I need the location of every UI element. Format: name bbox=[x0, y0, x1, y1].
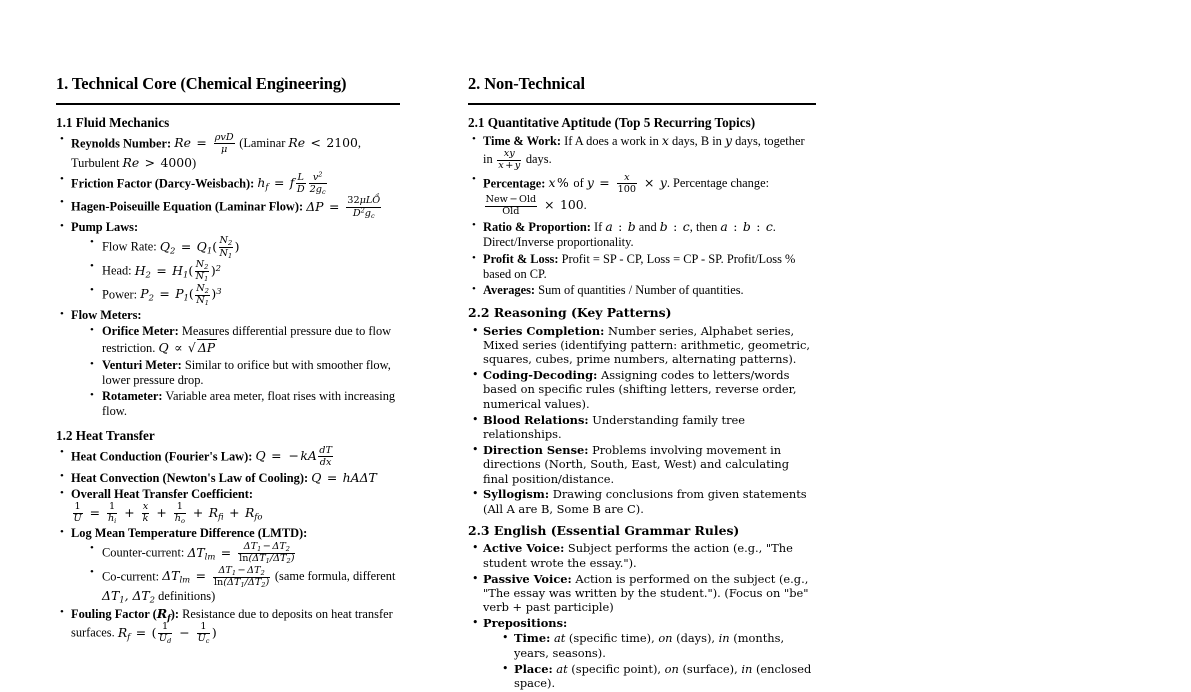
sub-label: Venturi Meter: bbox=[102, 357, 182, 372]
term-label: Direction Sense: bbox=[483, 442, 589, 457]
bullet-icon: • bbox=[472, 283, 476, 296]
section-rule bbox=[56, 103, 400, 105]
bullet-icon: • bbox=[60, 487, 64, 500]
list-item-direction-sense bbox=[468, 443, 816, 486]
bullet-icon: • bbox=[60, 469, 64, 482]
term-label: Percentage: bbox=[483, 176, 546, 191]
bullet-icon: • bbox=[60, 220, 64, 233]
two-column-layout bbox=[56, 74, 1136, 692]
term-label: Series Completion: bbox=[483, 323, 605, 338]
subsection-heading-reasoning: 2.2 Reasoning (Key Patterns) bbox=[468, 305, 672, 321]
math-friction-factor: $h_f = f$ $\frac{L}{D}$ $\frac{v^2}{2g_c}$ bbox=[257, 170, 326, 196]
list-item-blood-relations bbox=[468, 413, 816, 442]
list-item-active-voice bbox=[468, 541, 816, 570]
subsection-heading-quant-aptitude: 2.1 Quantitative Aptitude (Top 5 Recurring Topics) bbox=[468, 114, 756, 130]
list-item-co-current bbox=[90, 566, 400, 604]
list-item-fouling-factor bbox=[56, 606, 400, 644]
bullet-icon: • bbox=[90, 389, 94, 402]
passive-voice-description: Action is performed on the subject (e.g., "The essay was written by the student."). (Focus on "be" verb + past participle) bbox=[483, 571, 809, 615]
term-label: Friction Factor (Darcy-Weisbach): bbox=[71, 176, 255, 191]
term-label: Ratio & Proportion: bbox=[483, 219, 591, 234]
bullet-icon: • bbox=[472, 541, 479, 555]
averages-description: Sum of quantities / Number of quantities. bbox=[538, 283, 744, 298]
bullet-icon: • bbox=[472, 487, 479, 501]
orifice-description: Measures differential pressure due to flow restriction. bbox=[102, 323, 392, 355]
list-item-venturi-meter bbox=[90, 358, 400, 388]
syllogism-description: Drawing conclusions from given statements (All A are B, Some B are C). bbox=[483, 487, 807, 516]
math-fourier-law: Q = − kA $\frac{dT}{dx}$ bbox=[255, 444, 332, 468]
term-label: Hagen-Poiseuille Equation (Laminar Flow): bbox=[71, 199, 304, 214]
list-item-preposition-time bbox=[502, 631, 816, 660]
profit-loss-description: Profit = SP - CP, Loss = CP - SP. Profit/Loss % based on CP. bbox=[483, 251, 796, 281]
subsection-heading-fluid-mechanics: 1.1 Fluid Mechanics bbox=[56, 114, 170, 130]
bullet-icon: • bbox=[60, 196, 64, 209]
list-item-reynolds-number bbox=[56, 133, 400, 171]
term-label: Prepositions: bbox=[483, 616, 568, 631]
series-description: Number series, Alphabet series, Mixed series (identifying pattern: arithmetic, geometric, squares, cubes, prime numbers, alternating patterns). bbox=[483, 323, 810, 367]
bullet-icon: • bbox=[60, 307, 64, 320]
reasoning-and-english-block bbox=[468, 305, 816, 690]
bullet-icon: • bbox=[472, 132, 476, 145]
quant-aptitude-list bbox=[468, 133, 816, 299]
heat-transfer-list bbox=[56, 446, 400, 645]
lmtd-sublist bbox=[71, 542, 400, 604]
ratio-description: If a : b and b : c, then a : b : c. Direct/Inverse proportionality. bbox=[483, 218, 776, 249]
math-newton-cooling: Q = hAΔT bbox=[311, 469, 377, 485]
term-label: Overall Heat Transfer Coefficient: bbox=[71, 487, 254, 502]
list-item-prepositions bbox=[468, 616, 816, 690]
bullet-icon: • bbox=[502, 661, 509, 675]
sub-label: Co-current: bbox=[102, 569, 160, 584]
section-rule bbox=[468, 103, 816, 105]
term-label: Profit & Loss: bbox=[483, 251, 559, 266]
list-item-time-and-work bbox=[468, 133, 816, 171]
list-item-counter-current bbox=[90, 542, 400, 564]
sub-label: Power: bbox=[102, 287, 138, 302]
bullet-icon: • bbox=[472, 616, 479, 630]
subsection-heading-heat-transfer: 1.2 Heat Transfer bbox=[56, 427, 155, 443]
list-item-head bbox=[90, 260, 400, 282]
list-item-flow-meters bbox=[56, 308, 400, 420]
subsection-heading-english: 2.3 English (Essential Grammar Rules) bbox=[468, 523, 740, 539]
math-overall-htc: $\frac{1}{U}$ = $\frac{1}{h_i}$ + $\frac{x}{k}$ + $\frac{1}{h_o}$ + $R_{fi} + R_{fo}$ bbox=[73, 501, 263, 526]
preposition-time-description: at (specific time), on (days), in (months, years, seasons). bbox=[514, 631, 785, 660]
bullet-icon: • bbox=[472, 251, 476, 264]
math-hagen-poiseuille: ΔP = $\frac{\text{32μLṌ}}{D^2g_c}$ bbox=[306, 195, 381, 220]
left-column bbox=[56, 74, 400, 692]
list-item-overall-htc bbox=[56, 487, 400, 524]
lmtd-note: (same formula, different $\Delta T_1$, $\Delta T_2$ definitions) bbox=[102, 569, 396, 605]
term-label: Heat Convection (Newton's Law of Cooling): bbox=[71, 470, 309, 485]
list-item-profit-loss bbox=[468, 252, 816, 282]
math-pump-flow-rate: $Q_2 = Q_1$( $\frac{N_2}{N_1}$ ) bbox=[159, 235, 240, 260]
reynolds-note: (Laminar Re < 2100, Turbulent Re > 4000) bbox=[71, 135, 362, 171]
term-label: Time & Work: bbox=[483, 133, 562, 148]
bullet-icon: • bbox=[472, 172, 476, 185]
bullet-icon: • bbox=[472, 412, 479, 426]
list-item-preposition-place bbox=[502, 662, 816, 691]
list-item-pump-laws bbox=[56, 220, 400, 306]
fluid-mechanics-list bbox=[56, 133, 400, 420]
bullet-icon: • bbox=[90, 323, 94, 336]
term-label: Reynolds Number: bbox=[71, 136, 172, 151]
flow-meters-sublist bbox=[71, 324, 400, 420]
term-label: Pump Laws: bbox=[71, 220, 139, 235]
list-item-series-completion bbox=[468, 324, 816, 367]
term-label: Log Mean Temperature Difference (LMTD): bbox=[71, 526, 308, 541]
time-work-description: If A does a work in x days, B in y days, together in $\frac{xy}{x + y}$ days. bbox=[483, 132, 805, 172]
venturi-description: Similar to orifice but with smoother flow, lower pressure drop. bbox=[102, 357, 391, 387]
bullet-icon: • bbox=[90, 236, 94, 249]
bullet-icon: • bbox=[60, 172, 64, 185]
bullet-icon: • bbox=[472, 442, 479, 456]
bullet-icon: • bbox=[90, 283, 94, 296]
list-item-averages bbox=[468, 283, 816, 298]
list-item-rotameter bbox=[90, 389, 400, 419]
bullet-icon: • bbox=[60, 445, 64, 458]
list-item-hagen-poiseuille bbox=[56, 196, 400, 218]
list-item-syllogism bbox=[468, 487, 816, 516]
term-label: Passive Voice: bbox=[483, 571, 572, 586]
bullet-icon: • bbox=[60, 132, 64, 145]
list-item-friction-factor bbox=[56, 170, 400, 196]
list-item-orifice-meter bbox=[90, 324, 400, 356]
list-item-ratio-proportion bbox=[468, 219, 816, 250]
term-label: Syllogism: bbox=[483, 487, 550, 502]
blood-relations-description: Understanding family tree relationships. bbox=[483, 412, 746, 442]
math-orifice: Q ∝ √ ΔP bbox=[158, 339, 216, 355]
list-item-power bbox=[90, 284, 400, 306]
sub-label: Orifice Meter: bbox=[102, 323, 179, 338]
math-lmtd-counter: $\Delta T_{lm}$ = $\frac{\Delta T_1 - \Delta T_2}{\ln(\Delta T_1/\Delta T_2)}$ bbox=[187, 541, 295, 566]
term-label: Flow Meters: bbox=[71, 307, 142, 322]
sub-label: Head: bbox=[102, 263, 132, 278]
list-item-heat-conduction bbox=[56, 446, 400, 468]
right-column bbox=[468, 74, 816, 692]
preposition-place-description: at (specific point), on (surface), in (enclosed space). bbox=[514, 661, 812, 691]
term-label: Active Voice: bbox=[483, 541, 565, 556]
active-voice-description: Subject performs the action (e.g., "The student wrote the essay."). bbox=[483, 541, 793, 570]
list-item-passive-voice bbox=[468, 572, 816, 615]
direction-description: Problems involving movement in directions (North, South, East, West) and calculating final position/distance. bbox=[483, 442, 790, 486]
sub-label: Rotameter: bbox=[102, 389, 163, 404]
sub-label: Flow Rate: bbox=[102, 239, 157, 254]
percentage-description: x % of y = $\frac{x}{100}$ × y. Percentage change: $\frac{\text{New − Old}}{\text{Old}}$ × 100. bbox=[485, 171, 770, 218]
math-reynolds-number: Re = $\frac{\text{ρvD}}{\mu}$ bbox=[174, 131, 234, 155]
list-item-flow-rate bbox=[90, 236, 400, 258]
bullet-icon: • bbox=[472, 368, 479, 382]
bullet-icon: • bbox=[472, 218, 476, 231]
term-label: Blood Relations: bbox=[483, 412, 589, 427]
bullet-icon: • bbox=[90, 357, 94, 370]
math-fouling-factor: $R_f$ = ( $\frac{1}{U_d}$ − $\frac{1}{U_c}$ ) bbox=[117, 621, 217, 645]
bullet-icon: • bbox=[472, 571, 479, 585]
term-label: Fouling Factor $(R_f)$: bbox=[71, 605, 180, 623]
bullet-icon: • bbox=[90, 542, 94, 555]
sub-label: Place: bbox=[514, 661, 553, 676]
list-item-coding-decoding bbox=[468, 368, 816, 411]
bullet-icon: • bbox=[472, 323, 479, 337]
term-label: Coding-Decoding: bbox=[483, 368, 598, 383]
pump-laws-sublist bbox=[71, 236, 400, 306]
fouling-description: Resistance due to deposits on heat transfer surfaces. bbox=[71, 606, 393, 640]
sub-label: Time: bbox=[514, 631, 551, 646]
bullet-icon: • bbox=[60, 526, 64, 539]
bullet-icon: • bbox=[90, 260, 94, 273]
list-item-heat-convection bbox=[56, 470, 400, 486]
prepositions-sublist bbox=[483, 631, 816, 690]
bullet-icon: • bbox=[502, 631, 509, 645]
rotameter-description: Variable area meter, float rises with increasing flow. bbox=[102, 389, 396, 419]
english-list bbox=[468, 541, 816, 690]
term-label: Heat Conduction (Fourier's Law): bbox=[71, 449, 253, 464]
term-label: Averages: bbox=[483, 283, 536, 298]
math-pump-power: $P_2 = P_1$( $\frac{N_2}{N_1}$ )$^3$ bbox=[140, 282, 222, 307]
bullet-icon: • bbox=[60, 605, 64, 618]
list-item-percentage bbox=[468, 173, 816, 218]
sub-label: Counter-current: bbox=[102, 545, 185, 560]
reasoning-list bbox=[468, 324, 816, 517]
math-pump-head: $H_2 = H_1$( $\frac{N_2}{N_1}$ )$^2$ bbox=[134, 259, 222, 284]
list-item-lmtd bbox=[56, 526, 400, 604]
section-heading-technical-core: 1. Technical Core (Chemical Engineering) bbox=[56, 74, 347, 93]
section-heading-non-technical: 2. Non-Technical bbox=[468, 74, 585, 93]
bullet-icon: • bbox=[90, 565, 94, 578]
math-lmtd-co: $\Delta T_{lm}$ = $\frac{\Delta T_1 - \Delta T_2}{\ln(\Delta T_1/\Delta T_2)}$ bbox=[162, 564, 270, 589]
coding-description: Assigning codes to letters/words based on specific rules (shifting letters, reverse order, numerical values). bbox=[483, 368, 797, 411]
